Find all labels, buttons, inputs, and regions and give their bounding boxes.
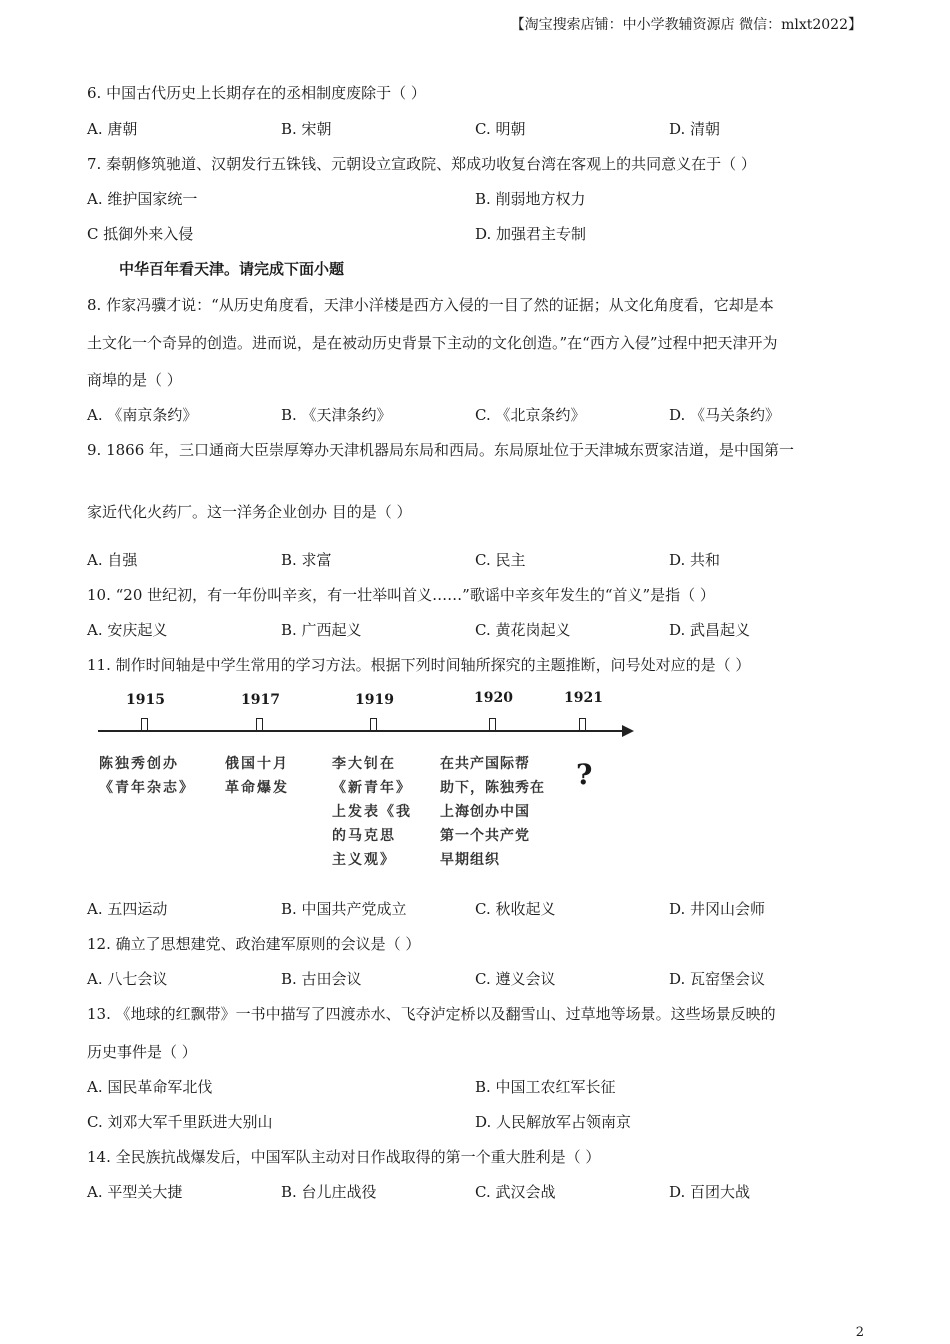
q8-stem-line-3: 商埠的是（ ）: [87, 371, 182, 389]
timeline-year-1920: 1920: [474, 690, 513, 706]
event-line: 第一个共产党: [440, 828, 530, 844]
q8-stem-line-2: 土文化一个奇异的创造。进而说，是在被动历史背景下主动的文化创造。”在“西方入侵”过程中把天津开为: [87, 334, 778, 352]
q13-option-c: C. 刘邓大军千里跃进大别山: [87, 1113, 273, 1131]
q14-stem: 14. 全民族抗战爆发后，中国军队主动对日作战取得的第一个重大胜利是（ ）: [87, 1148, 601, 1166]
q8-option-a: A. 《南京条约》: [87, 406, 198, 424]
section-title: 中华百年看天津。请完成下面小题: [119, 260, 345, 278]
event-line: 《青年杂志》: [99, 780, 195, 796]
event-line: 上发表《我: [332, 804, 412, 820]
timeline-figure: [90, 686, 650, 876]
q11-option-c: C. 秋收起义: [475, 900, 556, 918]
q11-stem: 11. 制作时间轴是中学生常用的学习方法。根据下列时间轴所探究的主题推断，问号处对应的是（ ）: [87, 656, 751, 674]
q11-option-b: B. 中国共产党成立: [281, 900, 407, 918]
q13-stem-line-2: 历史事件是（ ）: [87, 1043, 197, 1061]
event-line: 助下，陈独秀在: [440, 780, 545, 796]
q6-option-a: A. 唐朝: [87, 120, 138, 138]
event-line: 在共产国际帮: [440, 756, 530, 772]
q14-option-b: B. 台儿庄战役: [281, 1183, 377, 1201]
q7-stem: 7. 秦朝修筑驰道、汉朝发行五铢钱、元朝设立宣政院、郑成功收复台湾在客观上的共同意义在于（ ）: [87, 155, 756, 173]
q10-option-d: D. 武昌起义: [669, 621, 751, 639]
page-number: 2: [855, 1325, 864, 1340]
q6-option-b: B. 宋朝: [281, 120, 332, 138]
timeline-event-1920: [440, 752, 545, 872]
q9-option-a: A. 自强: [87, 551, 138, 569]
timeline-event-1915: [99, 752, 195, 800]
q13-option-d: D. 人民解放军占领南京: [475, 1113, 632, 1131]
q10-option-a: A. 安庆起义: [87, 621, 168, 639]
event-line: 上海创办中国: [440, 804, 530, 820]
event-line: 的马克思: [332, 828, 396, 844]
timeline-question-mark: ?: [576, 758, 593, 791]
timeline-tick: [579, 718, 586, 730]
q11-option-a: A. 五四运动: [87, 900, 168, 918]
timeline-tick: [489, 718, 496, 730]
q12-option-a: A. 八七会议: [87, 970, 168, 988]
q9-option-d: D. 共和: [669, 551, 721, 569]
q8-option-b: B. 《天津条约》: [281, 406, 392, 424]
q14-option-c: C. 武汉会战: [475, 1183, 556, 1201]
q10-stem: 10. “20 世纪初，有一年份叫辛亥，有一壮举叫首义……”歌谣中辛亥年发生的“首义”是指（ ）: [87, 586, 715, 604]
timeline-year-1917: 1917: [241, 692, 280, 708]
event-line: 主义观》: [332, 852, 396, 868]
q8-stem-line-1: 8. 作家冯骥才说：“从历史角度看，天津小洋楼是西方入侵的一目了然的证据；从文化角度看，它却是本: [87, 296, 774, 314]
q9-option-b: B. 求富: [281, 551, 332, 569]
timeline-year-1921: 1921: [564, 690, 603, 706]
q8-option-c: C. 《北京条约》: [475, 406, 586, 424]
timeline-tick: [370, 718, 377, 730]
q9-stem-line-1: 9. 1866 年，三口通商大臣崇厚筹办天津机器局东局和西局。东局原址位于天津城东贾家洁道，是中国第一: [87, 441, 795, 459]
q13-option-a: A. 国民革命军北伐: [87, 1078, 213, 1096]
q7-option-c: C 抵御外来入侵: [87, 225, 194, 243]
q13-stem-line-1: 13. 《地球的红飘带》一书中描写了四渡赤水、飞夺泸定桥以及翻雪山、过草地等场景。这些场景反映的: [87, 1005, 776, 1023]
event-line: 《新青年》: [332, 780, 412, 796]
timeline-event-1917: [225, 752, 289, 800]
page-header: 【淘宝搜索店铺：中小学教辅资源店 微信：mlxt2022】: [510, 17, 862, 33]
event-line: 陈独秀创办: [99, 756, 179, 772]
q8-option-d: D. 《马关条约》: [669, 406, 781, 424]
timeline-year-1919: 1919: [355, 692, 394, 708]
q7-option-b: B. 削弱地方权力: [475, 190, 586, 208]
q9-option-c: C. 民主: [475, 551, 526, 569]
q10-option-b: B. 广西起义: [281, 621, 362, 639]
timeline-tick: [256, 718, 263, 730]
event-line: 俄国十月: [225, 756, 289, 772]
timeline-arrow-icon: [622, 725, 634, 737]
q12-option-b: B. 古田会议: [281, 970, 362, 988]
event-line: 李大钊在: [332, 756, 396, 772]
q6-stem: 6. 中国古代历史上长期存在的丞相制度废除于（ ）: [87, 84, 426, 102]
q7-option-d: D. 加强君主专制: [475, 225, 587, 243]
q12-option-c: C. 遵义会议: [475, 970, 556, 988]
q6-option-c: C. 明朝: [475, 120, 526, 138]
q12-stem: 12. 确立了思想建党、政治建军原则的会议是（ ）: [87, 935, 421, 953]
q14-option-a: A. 平型关大捷: [87, 1183, 183, 1201]
q7-option-a: A. 维护国家统一: [87, 190, 198, 208]
event-line: 革命爆发: [225, 780, 289, 796]
q6-option-d: D. 清朝: [669, 120, 721, 138]
timeline-year-1915: 1915: [126, 692, 165, 708]
q9-stem-line-2: 家近代化火药厂。这一洋务企业创办 目的是（ ）: [87, 503, 412, 521]
timeline-event-1919: [332, 752, 412, 872]
timeline-axis: [98, 730, 626, 732]
event-line: 早期组织: [440, 852, 500, 868]
q12-option-d: D. 瓦窑堡会议: [669, 970, 766, 988]
q14-option-d: D. 百团大战: [669, 1183, 751, 1201]
q13-option-b: B. 中国工农红军长征: [475, 1078, 616, 1096]
q10-option-c: C. 黄花岗起义: [475, 621, 571, 639]
timeline-tick: [141, 718, 148, 730]
q11-option-d: D. 井冈山会师: [669, 900, 766, 918]
